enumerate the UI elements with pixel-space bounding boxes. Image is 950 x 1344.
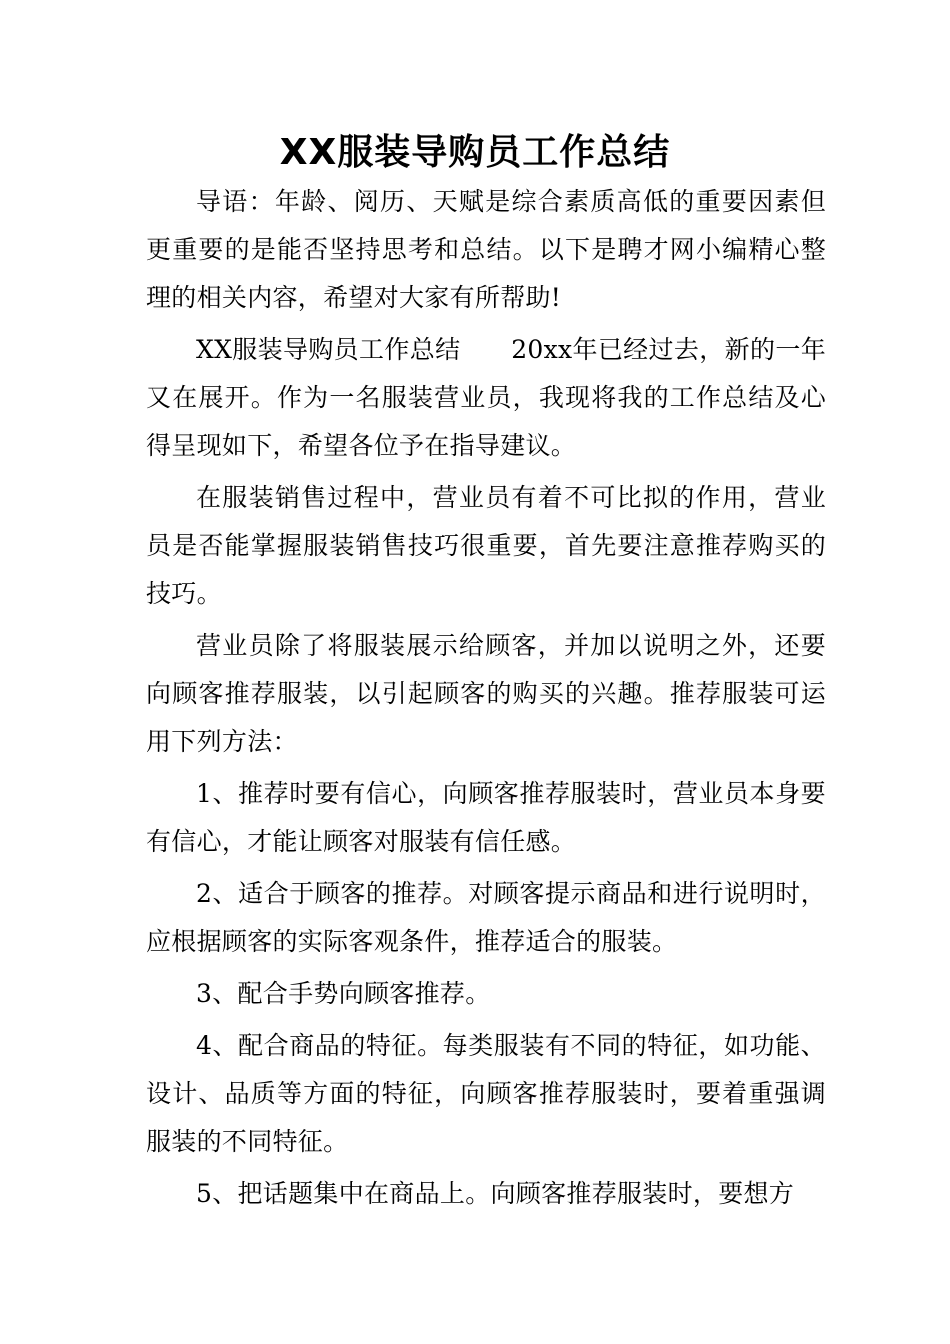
paragraph-item-1: 1、推荐时要有信心，向顾客推荐服装时，营业员本身要有信心，才能让顾客对服装有信任感。: [146, 779, 826, 856]
paragraph-recommend-methods: 营业员除了将服装展示给顾客，并加以说明之外，还要向顾客推荐服装，以引起顾客的购买的兴趣。推荐服装可运用下列方法：: [146, 631, 826, 756]
paragraph-item-2: 2、适合于顾客的推荐。对顾客提示商品和进行说明时，应根据顾客的实际客观条件，推荐适合的服装。: [146, 879, 826, 956]
paragraph-item-5: 5、把话题集中在商品上。向顾客推荐服装时，要想方: [196, 1179, 795, 1208]
document-title: XX服装导购员工作总结: [279, 132, 671, 173]
paragraph-intro: 导语：年龄、阅历、天赋是综合素质高低的重要因素但更重要的是能否坚持思考和总结。以下是聘才网小编精心整理的相关内容，希望对大家有所帮助!: [146, 187, 826, 312]
paragraph-opening: XX服装导购员工作总结 20xx年已经过去，新的一年又在展开。作为一名服装营业员，我现将我的工作总结及心得呈现如下，希望各位予在指导建议。: [146, 335, 826, 460]
paragraph-item-3: 3、配合手势向顾客推荐。: [196, 979, 491, 1008]
paragraph-sales-role: 在服装销售过程中，营业员有着不可比拟的作用，营业员是否能掌握服装销售技巧很重要，首先要注意推荐购买的技巧。: [146, 483, 826, 608]
document-body: [146, 178, 826, 1218]
paragraph-item-4: 4、配合商品的特征。每类服装有不同的特征，如功能、设计、品质等方面的特征，向顾客推荐服装时，要着重强调服装的不同特征。: [146, 1031, 826, 1156]
